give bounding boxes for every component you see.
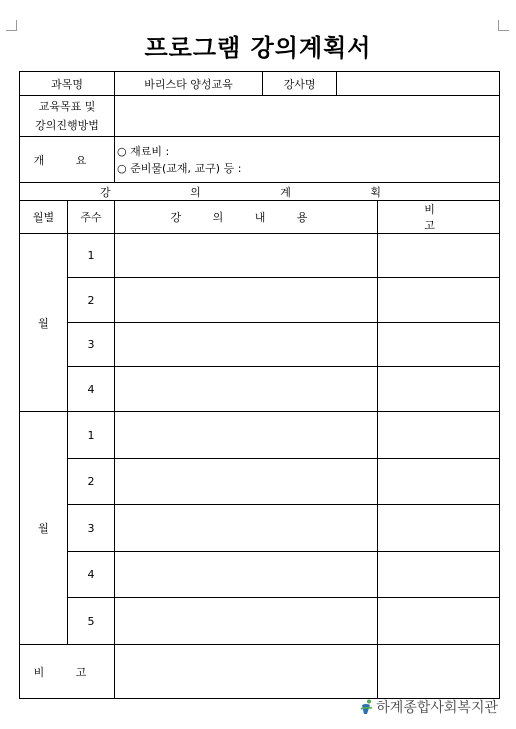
note-cell[interactable] bbox=[378, 412, 500, 459]
lecture-content-cell[interactable] bbox=[115, 505, 378, 552]
organization-logo-icon bbox=[360, 699, 374, 715]
lecture-content-cell[interactable] bbox=[115, 459, 378, 505]
instructor-label: 강사명 bbox=[263, 72, 337, 96]
course-name-value[interactable]: 바리스타 양성교육 bbox=[115, 72, 263, 96]
note-cell[interactable] bbox=[378, 367, 500, 412]
note-cell[interactable] bbox=[378, 234, 500, 278]
page-title: 프로그램 강의계획서 bbox=[144, 34, 372, 62]
circle-bullet-icon: ○ bbox=[117, 161, 127, 175]
course-name-label: 과목명 bbox=[20, 72, 115, 96]
column-header-week: 주수 bbox=[68, 201, 115, 234]
overview-item-supplies: ○ 준비물(교재, 교구) 등 : bbox=[117, 161, 242, 175]
week-number: 3 bbox=[68, 323, 115, 367]
lecture-plan-table bbox=[19, 71, 500, 699]
note-cell[interactable] bbox=[378, 552, 500, 598]
education-goal-label bbox=[20, 96, 115, 137]
lecture-content-cell[interactable] bbox=[115, 552, 378, 598]
week-number: 4 bbox=[68, 367, 115, 412]
week-number: 3 bbox=[68, 505, 115, 552]
month-cell[interactable]: 월 bbox=[20, 412, 68, 645]
remarks-label: 비 고 bbox=[20, 645, 115, 699]
overview-label: 개 요 bbox=[20, 137, 115, 183]
note-cell[interactable] bbox=[378, 598, 500, 645]
lecture-content-cell[interactable] bbox=[115, 367, 378, 412]
remarks-note-cell[interactable] bbox=[378, 645, 500, 699]
note-cell[interactable] bbox=[378, 459, 500, 505]
week-number: 4 bbox=[68, 552, 115, 598]
education-goal-label-line2: 강의진행방법 bbox=[35, 119, 99, 132]
lecture-content-cell[interactable] bbox=[115, 412, 378, 459]
organization-name: 하계종합사회복지관 bbox=[376, 700, 498, 716]
week-number: 2 bbox=[68, 278, 115, 323]
instructor-value[interactable] bbox=[337, 72, 500, 96]
column-header-month: 월별 bbox=[20, 201, 68, 234]
column-header-note: 비 고 bbox=[378, 201, 500, 234]
month-cell[interactable]: 월 bbox=[20, 234, 68, 412]
week-number: 1 bbox=[68, 412, 115, 459]
education-goal-label-line1: 교육목표 및 bbox=[38, 100, 96, 113]
overview-field[interactable] bbox=[115, 137, 500, 183]
organization-footer bbox=[360, 697, 498, 717]
week-number: 2 bbox=[68, 459, 115, 505]
note-cell[interactable] bbox=[378, 323, 500, 367]
week-number: 1 bbox=[68, 234, 115, 278]
lecture-content-cell[interactable] bbox=[115, 234, 378, 278]
circle-bullet-icon: ○ bbox=[117, 144, 127, 158]
note-cell[interactable] bbox=[378, 278, 500, 323]
week-number: 5 bbox=[68, 598, 115, 645]
lecture-content-cell[interactable] bbox=[115, 323, 378, 367]
column-header-content: 강 의 내 용 bbox=[115, 201, 378, 234]
overview-item-materials-cost: ○ 재료비 : bbox=[117, 144, 170, 158]
education-goal-field[interactable] bbox=[115, 96, 500, 137]
note-cell[interactable] bbox=[378, 505, 500, 552]
lecture-content-cell[interactable] bbox=[115, 278, 378, 323]
lecture-plan-heading: 강 의 계 획 bbox=[20, 183, 500, 201]
remarks-field[interactable] bbox=[115, 645, 378, 699]
lecture-content-cell[interactable] bbox=[115, 598, 378, 645]
